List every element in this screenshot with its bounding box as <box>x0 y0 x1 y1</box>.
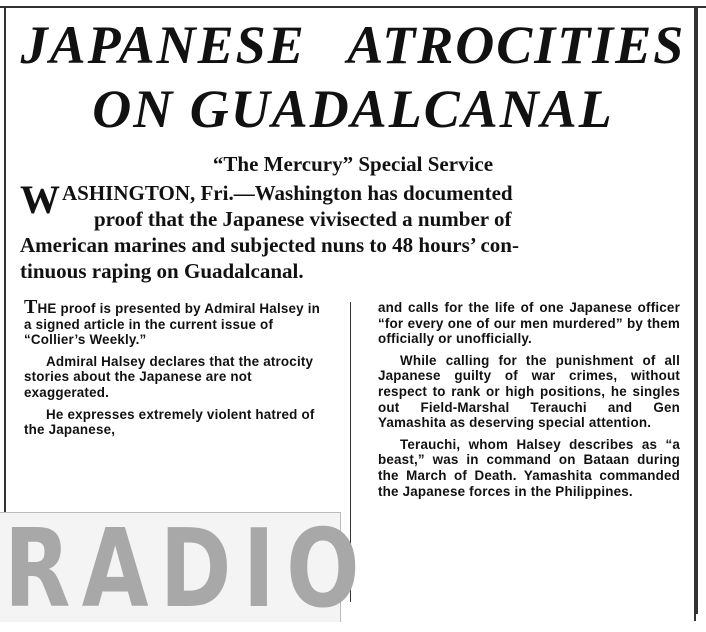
lead-dropcap: W <box>20 177 60 222</box>
body-column-1 <box>24 296 324 444</box>
column1-paragraph-2: Admiral Halsey declares that the atrocity stories about the Japanese are not exaggerated. <box>24 353 314 400</box>
radio-heading: RADIO <box>4 507 371 632</box>
column1-dropcap: T <box>24 296 38 318</box>
lead-line-4: tinuous raping on Guadalcanal. <box>20 259 304 283</box>
headline-line-1: JAPANESE ATROCITIES <box>20 15 686 75</box>
lead-line-1: ASHINGTON, Fri.—Washington has documented <box>62 181 513 205</box>
lead-line-2: proof that the Japanese vivisected a number of <box>94 207 512 231</box>
column2-paragraph-3: Terauchi, whom Halsey describes as “a beast,” was in command on Bataan during the March of Death. Yamashita commanded the Japanese forces in the Philippines. <box>378 436 680 499</box>
column1-paragraph-3: He expresses extremely violent hatred of the Japanese, <box>24 406 315 438</box>
byline-service: “The Mercury” Special Service <box>212 152 494 176</box>
column2-paragraph-2: While calling for the punishment of all Japanese guilty of war crimes, without respect to rank or high positions, he singles out Field-Marshal Terauchi and Gen Yamashita as deserving special attention. <box>378 352 680 431</box>
column1-p1-text: HE proof is presented by Admiral Halsey in a signed article in the current issue of “Collier’s Weekly.” <box>24 301 321 348</box>
lead-line-3: American marines and subjected nuns to 48 hours’ con- <box>20 233 519 257</box>
column1-paragraph-1 <box>24 296 324 348</box>
headline-line-2: ON GUADALCANAL <box>92 79 614 139</box>
lead-paragraph <box>20 177 684 284</box>
body-column-2 <box>378 300 680 505</box>
column2-paragraph-1: and calls for the life of one Japanese officer “for every one of our men murdered” by them officially or unofficially. <box>378 300 680 347</box>
